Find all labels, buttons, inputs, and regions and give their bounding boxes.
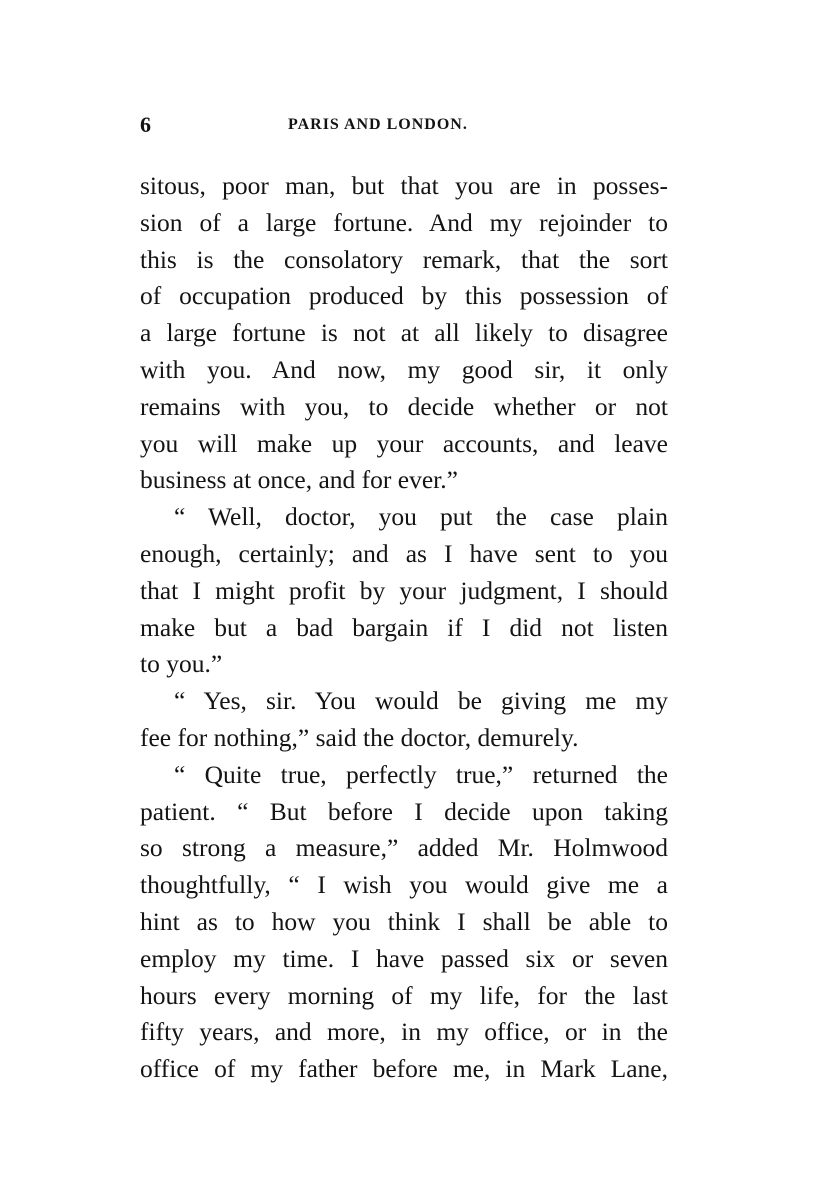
text-line: “ Well, doctor, you put the case plain (174, 502, 668, 532)
text-line: thoughtfully, “ I wish you would give me a (140, 870, 668, 900)
text-line: of occupation produced by this possession of (140, 281, 668, 311)
text-line: sion of a large fortune. And my rejoinder to (140, 207, 668, 237)
text-line: “ Quite true, perfectly true,” returned the (174, 759, 668, 789)
text-line: fifty years, and more, in my office, or in the (140, 1017, 668, 1047)
page-number: 6 (140, 112, 151, 137)
text-line: this is the consolatory remark, that the sort (140, 244, 668, 274)
text-line: you will make up your accounts, and leave (140, 428, 668, 458)
text-line: with you. And now, my good sir, it only (140, 354, 668, 384)
body-text (140, 168, 668, 1088)
text-line: make but a bad bargain if I did not listen (140, 612, 668, 642)
page-header (140, 112, 670, 144)
text-line: remains with you, to decide whether or not (140, 391, 668, 421)
text-line: enough, certainly; and as I have sent to you (140, 538, 668, 568)
text-line: to you.” (140, 649, 223, 679)
running-head: PARIS AND LONDON. (288, 116, 468, 133)
text-line: business at once, and for ever.” (140, 465, 458, 495)
text-line: a large fortune is not at all likely to disagree (140, 318, 668, 348)
text-line: that I might profit by your judgment, I should (140, 575, 668, 605)
text-line: fee for nothing,” said the doctor, demurely. (140, 722, 579, 752)
text-line: so strong a measure,” added Mr. Holmwood (140, 833, 668, 863)
text-line: patient. “ But before I decide upon taking (140, 796, 668, 826)
text-line: “ Yes, sir. You would be giving me my (174, 686, 668, 716)
text-line: hint as to how you think I shall be able to (140, 906, 668, 936)
text-line: hours every morning of my life, for the last (140, 980, 668, 1010)
text-line: employ my time. I have passed six or seven (140, 943, 668, 973)
text-line: sitous, poor man, but that you are in posses- (140, 171, 668, 200)
text-line: office of my father before me, in Mark Lane, (140, 1054, 668, 1084)
